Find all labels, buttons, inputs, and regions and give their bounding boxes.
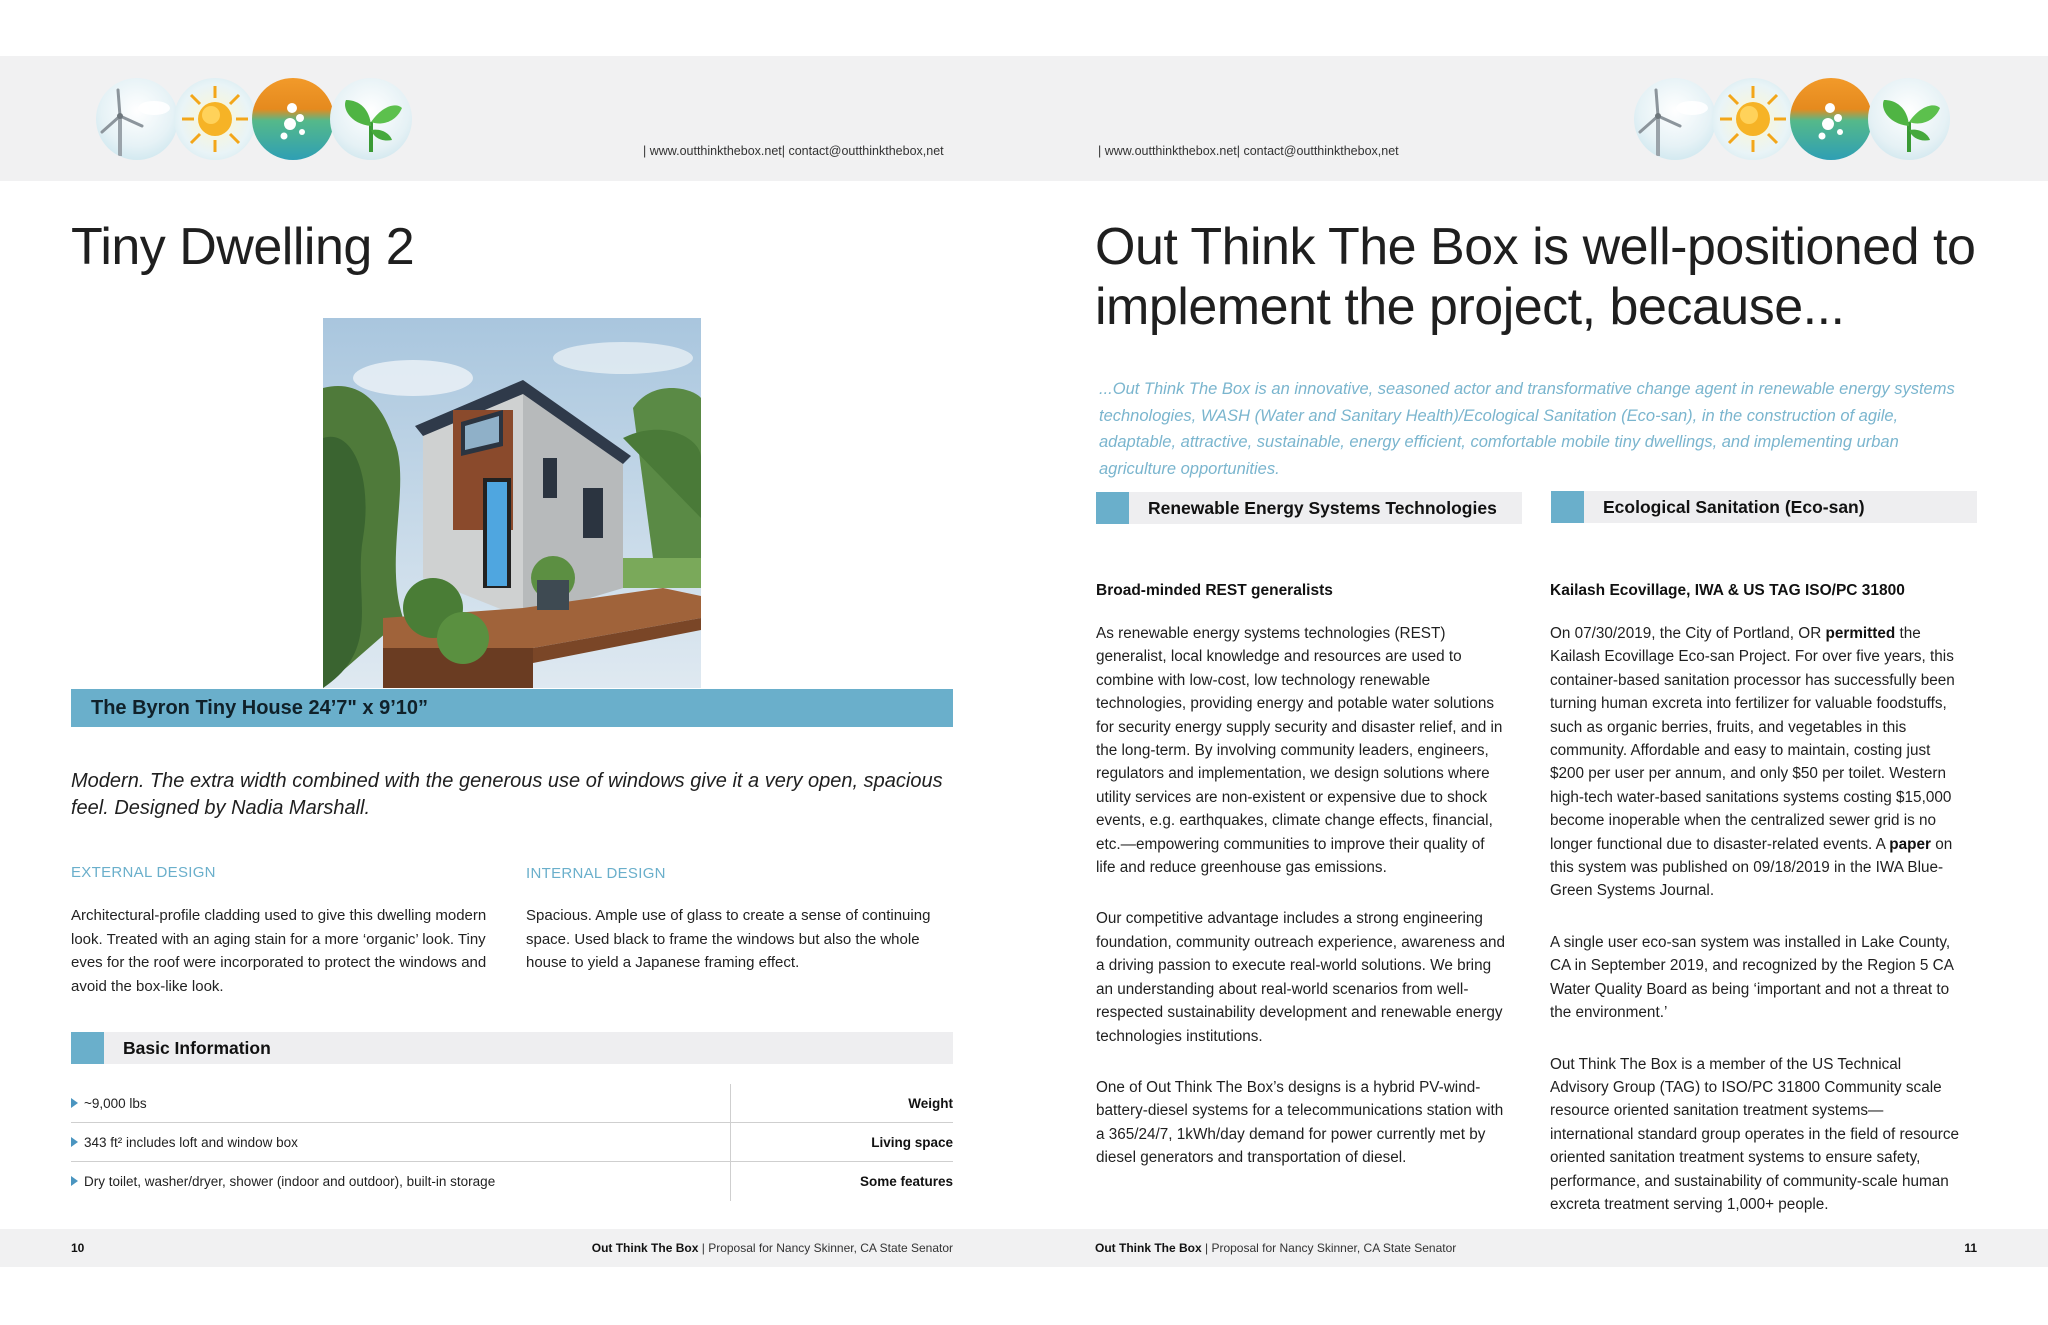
header-contact-right[interactable]: | www.outthinkthebox.net| contact@outthinkthebox,net bbox=[1098, 144, 1399, 158]
section-marker bbox=[71, 1032, 104, 1064]
bullet-triangle-icon bbox=[71, 1176, 78, 1186]
sun-icon bbox=[174, 78, 256, 160]
section-heading-ecosan bbox=[1551, 491, 1977, 523]
water-drop-icon bbox=[1790, 78, 1872, 160]
paragraph: Out Think The Box is a member of the US Technical Advisory Group (TAG) to ISO/PC 31800 Community scale resource oriented sanitation treatment systems—international standard group operates in the field of resource oriented sanitation treatment systems to ensure safety, performance, and sustainability of community-scale human excreta treatment serving 1,000+ people. bbox=[1550, 1055, 1960, 1213]
bullet-triangle-icon bbox=[71, 1137, 78, 1147]
footer-text: | Proposal for Nancy Skinner, CA State Senator bbox=[698, 1241, 953, 1255]
basic-info-label: Basic Information bbox=[123, 1037, 271, 1058]
water-drop-icon bbox=[252, 78, 334, 160]
paragraph: One of Out Think The Box’s designs is a hybrid PV-wind-battery-diesel systems for a telecommunications station with a 365/24/7, 1kWh/day demand for power currently met by diesel generators and transportation of diesel. bbox=[1096, 1078, 1504, 1167]
wind-turbine-icon bbox=[96, 78, 178, 160]
section-marker bbox=[1551, 491, 1584, 523]
house-intro: Modern. The extra width combined with the generous use of windows give it a very open, spacious feel. Designed by Nadia Marshall. bbox=[71, 770, 943, 819]
house-title-bar: The Byron Tiny House 24’7" x 9’10” bbox=[71, 689, 953, 727]
wind-turbine-icon bbox=[1634, 78, 1716, 160]
section-label: Renewable Energy Systems Technologies bbox=[1148, 497, 1497, 518]
logo-strip-right bbox=[1634, 78, 1946, 160]
paragraph: Our competitive advantage includes a strong engineering foundation, community outreach experience, awareness and a driving passion to execute real-world solutions. We bring an understanding about real-world scenarios from well-respected sustainability development and renewable energy technologies institutions. bbox=[1096, 910, 1506, 1045]
header-contact-left[interactable]: | www.outthinkthebox.net| contact@outthinkthebox,net bbox=[643, 144, 944, 158]
row-value: 343 ft² includes loft and window box bbox=[84, 1135, 298, 1150]
text-run: the Kailash Ecovillage Eco-san Project. For over five years, this container-based sanitation processor has successfully been turning human excreta into fertilizer for valuable foodstuffs, such as organic berries, fruits, and vegetables in this community. Affordable and easy to maintain, costing just $200 per user per annum, and only $50 per toilet. Western high-tech water-based sanitations systems costing $15,000 become inoperable when the centralized sewer grid is no longer functional due to disaster-related events. A bbox=[1550, 625, 1955, 853]
text-run: On 07/30/2019, the City of Portland, OR bbox=[1550, 625, 1826, 642]
table-row bbox=[71, 1123, 953, 1162]
internal-design-heading: INTERNAL DESIGN bbox=[526, 865, 666, 882]
internal-design-text: Spacious. Ample use of glass to create a sense of continuing space. Used black to frame the windows but also the whole house to yield a Japanese framing effect. bbox=[526, 907, 931, 971]
sprout-icon bbox=[1868, 78, 1950, 160]
footer-left bbox=[592, 1241, 953, 1255]
section-label: Ecological Sanitation (Eco-san) bbox=[1603, 496, 1865, 517]
footer-text: | Proposal for Nancy Skinner, CA State Senator bbox=[1201, 1241, 1457, 1255]
external-design-heading: EXTERNAL DESIGN bbox=[71, 864, 216, 881]
footer-brand: Out Think The Box bbox=[591, 1241, 699, 1255]
ecosan-column-heading: Kailash Ecovillage, IWA & US TAG ISO/PC 31800 bbox=[1550, 582, 1905, 599]
bullet-triangle-icon bbox=[71, 1098, 78, 1108]
page-number-left: 10 bbox=[71, 1241, 85, 1255]
paragraph: A single user eco-san system was installed in Lake County, CA in September 2019, and recognized by the Region 5 CA Water Quality Board as being ‘important and not a threat to the environment.’ bbox=[1550, 933, 1954, 1022]
row-key: Living space bbox=[871, 1135, 953, 1150]
section-heading-rest bbox=[1096, 492, 1522, 524]
row-key: Some features bbox=[859, 1174, 953, 1189]
row-value: ~9,000 lbs bbox=[84, 1096, 147, 1111]
sun-icon bbox=[1712, 78, 1794, 160]
rest-column-heading: Broad-minded REST generalists bbox=[1096, 582, 1333, 599]
page-number-right: 11 bbox=[1964, 1241, 1977, 1255]
footer-brand: Out Think The Box bbox=[1095, 1241, 1202, 1255]
company-intro: ...Out Think The Box is an innovative, seasoned actor and transformative change agent in renewable energy systems technologies, WASH (Water and Sanitary Health)/Ecological Sanitation (Eco-san), in the construction of agile, adaptable, attractive, sustainable, energy efficient, comfortable mobile tiny dwellings, and implementing urban agriculture opportunities. bbox=[1099, 380, 1955, 479]
permitted-link[interactable]: permitted bbox=[1825, 625, 1896, 642]
page-title-right: Out Think The Box is well-positioned to implement the project, because... bbox=[1095, 218, 1976, 336]
external-design-text: Architectural-profile cladding used to give this dwelling modern look. Treated with an aging stain for a more ‘organic’ look. Tiny eves for the roof were incorporated to protect the windows and avoid the box-like look. bbox=[71, 907, 487, 995]
basic-info-table bbox=[71, 1084, 953, 1201]
basic-info-heading bbox=[71, 1032, 953, 1064]
logo-strip-left bbox=[96, 78, 408, 160]
paragraph bbox=[1550, 622, 1962, 903]
tiny-house-photo bbox=[323, 318, 701, 688]
text-run: on this system was published on 09/18/2019 in the IWA Blue-Green Systems Journal. bbox=[1550, 835, 1953, 900]
table-row bbox=[71, 1162, 953, 1201]
ecosan-column-body bbox=[1550, 622, 1962, 1244]
table-row bbox=[71, 1084, 953, 1123]
footer-right bbox=[1095, 1241, 1456, 1255]
paragraph: As renewable energy systems technologies (REST) generalist, local knowledge and resources are used to combine with low-cost, low technology renewable technologies, providing energy and potable water solutions for security energy supply security and disaster relief, and in the long-term. By involving community leaders, engineers, regulators and implementation, we design solutions where utility services are non-existent or expensive due to shock events, e.g. earthquakes, climate change effects, financial, etc.—empowering communities to improve their quality of life and reduce greenhouse gas emissions. bbox=[1096, 625, 1503, 877]
rest-column-body bbox=[1096, 622, 1508, 1198]
paper-link[interactable]: paper bbox=[1889, 835, 1931, 853]
row-value: Dry toilet, washer/dryer, shower (indoor and outdoor), built-in storage bbox=[84, 1174, 496, 1189]
section-marker bbox=[1096, 492, 1129, 524]
row-key: Weight bbox=[908, 1096, 953, 1111]
page-title-left: Tiny Dwelling 2 bbox=[71, 218, 415, 276]
sprout-icon bbox=[330, 78, 412, 160]
